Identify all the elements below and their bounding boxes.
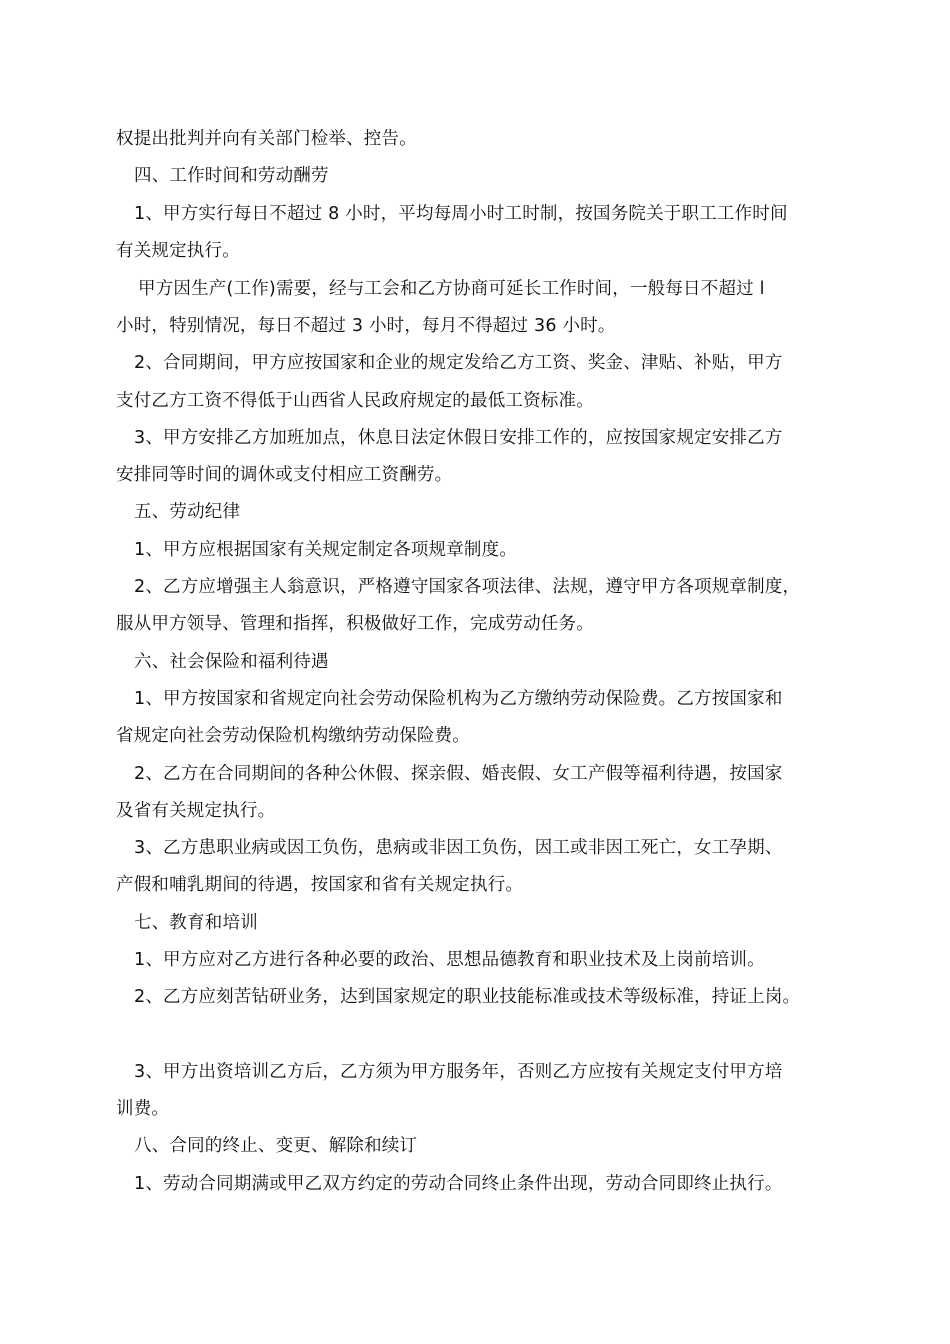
- text-line: 3、乙方患职业病或因工负伤，患病或非因工负伤，因工或非因工死亡，女工孕期、: [134, 838, 783, 858]
- text-line: 小时，特别情况，每日不超过 3 小时，每月不得超过 36 小时。: [116, 316, 616, 336]
- text-line: 3、甲方安排乙方加班加点，休息日法定休假日安排工作的，应按国家规定安排乙方: [134, 428, 783, 448]
- text-line: 2、乙方应刻苦钻研业务，达到国家规定的职业技能标准或技术等级标准，持证上岗。: [134, 987, 801, 1007]
- text-line: 产假和哺乳期间的待遇，按国家和省有关规定执行。: [116, 875, 524, 895]
- text-line: 1、甲方应对乙方进行各种必要的政治、思想品德教育和职业技术及上岗前培训。: [134, 950, 765, 970]
- text-line: 2、乙方应增强主人翁意识，严格遵守国家各项法律、法规，遵守甲方各项规章制度，: [134, 577, 801, 597]
- text-line: 1、甲方应根据国家有关规定制定各项规章制度。: [134, 540, 518, 560]
- text-line: 支付乙方工资不得低于山西省人民政府规定的最低工资标准。: [116, 391, 594, 411]
- text-line: 安排同等时间的调休或支付相应工资酬劳。: [116, 465, 453, 485]
- text-line: 服从甲方领导、管理和指挥，积极做好工作，完成劳动任务。: [116, 614, 594, 634]
- text-line: 1、甲方实行每日不超过 8 小时，平均每周小时工时制，按国务院关于职工工作时间: [134, 204, 788, 224]
- text-line: 训费。: [116, 1099, 170, 1119]
- text-line: 2、合同期间，甲方应按国家和企业的规定发给乙方工资、奖金、津贴、补贴，甲方: [134, 353, 783, 373]
- text-line: 甲方因生产(工作)需要，经与工会和乙方协商可延长工作时间，一般每日不超过 l: [138, 279, 765, 299]
- section-heading: 七、教育和培训: [134, 913, 258, 933]
- section-heading: 五、劳动纪律: [134, 502, 241, 522]
- text-line: 及省有关规定执行。: [116, 801, 276, 821]
- text-line: 2、乙方在合同期间的各种公休假、探亲假、婚丧假、女工产假等福利待遇，按国家: [134, 764, 783, 784]
- section-heading: 六、社会保险和福利待遇: [134, 652, 329, 672]
- section-heading: 四、工作时间和劳动酬劳: [134, 166, 329, 186]
- text-line: 有关规定执行。: [116, 241, 240, 261]
- text-line: 权提出批判并向有关部门检举、控告。: [116, 129, 417, 149]
- text-line: 1、甲方按国家和省规定向社会劳动保险机构为乙方缴纳劳动保险费。乙方按国家和: [134, 689, 783, 709]
- text-line: 3、甲方出资培训乙方后，乙方须为甲方服务年，否则乙方应按有关规定支付甲方培: [134, 1062, 783, 1082]
- text-line: 省规定向社会劳动保险机构缴纳劳动保险费。: [116, 726, 470, 746]
- text-line: 1、劳动合同期满或甲乙双方约定的劳动合同终止条件出现，劳动合同即终止执行。: [134, 1174, 783, 1194]
- section-heading: 八、合同的终止、变更、解除和续订: [134, 1136, 418, 1156]
